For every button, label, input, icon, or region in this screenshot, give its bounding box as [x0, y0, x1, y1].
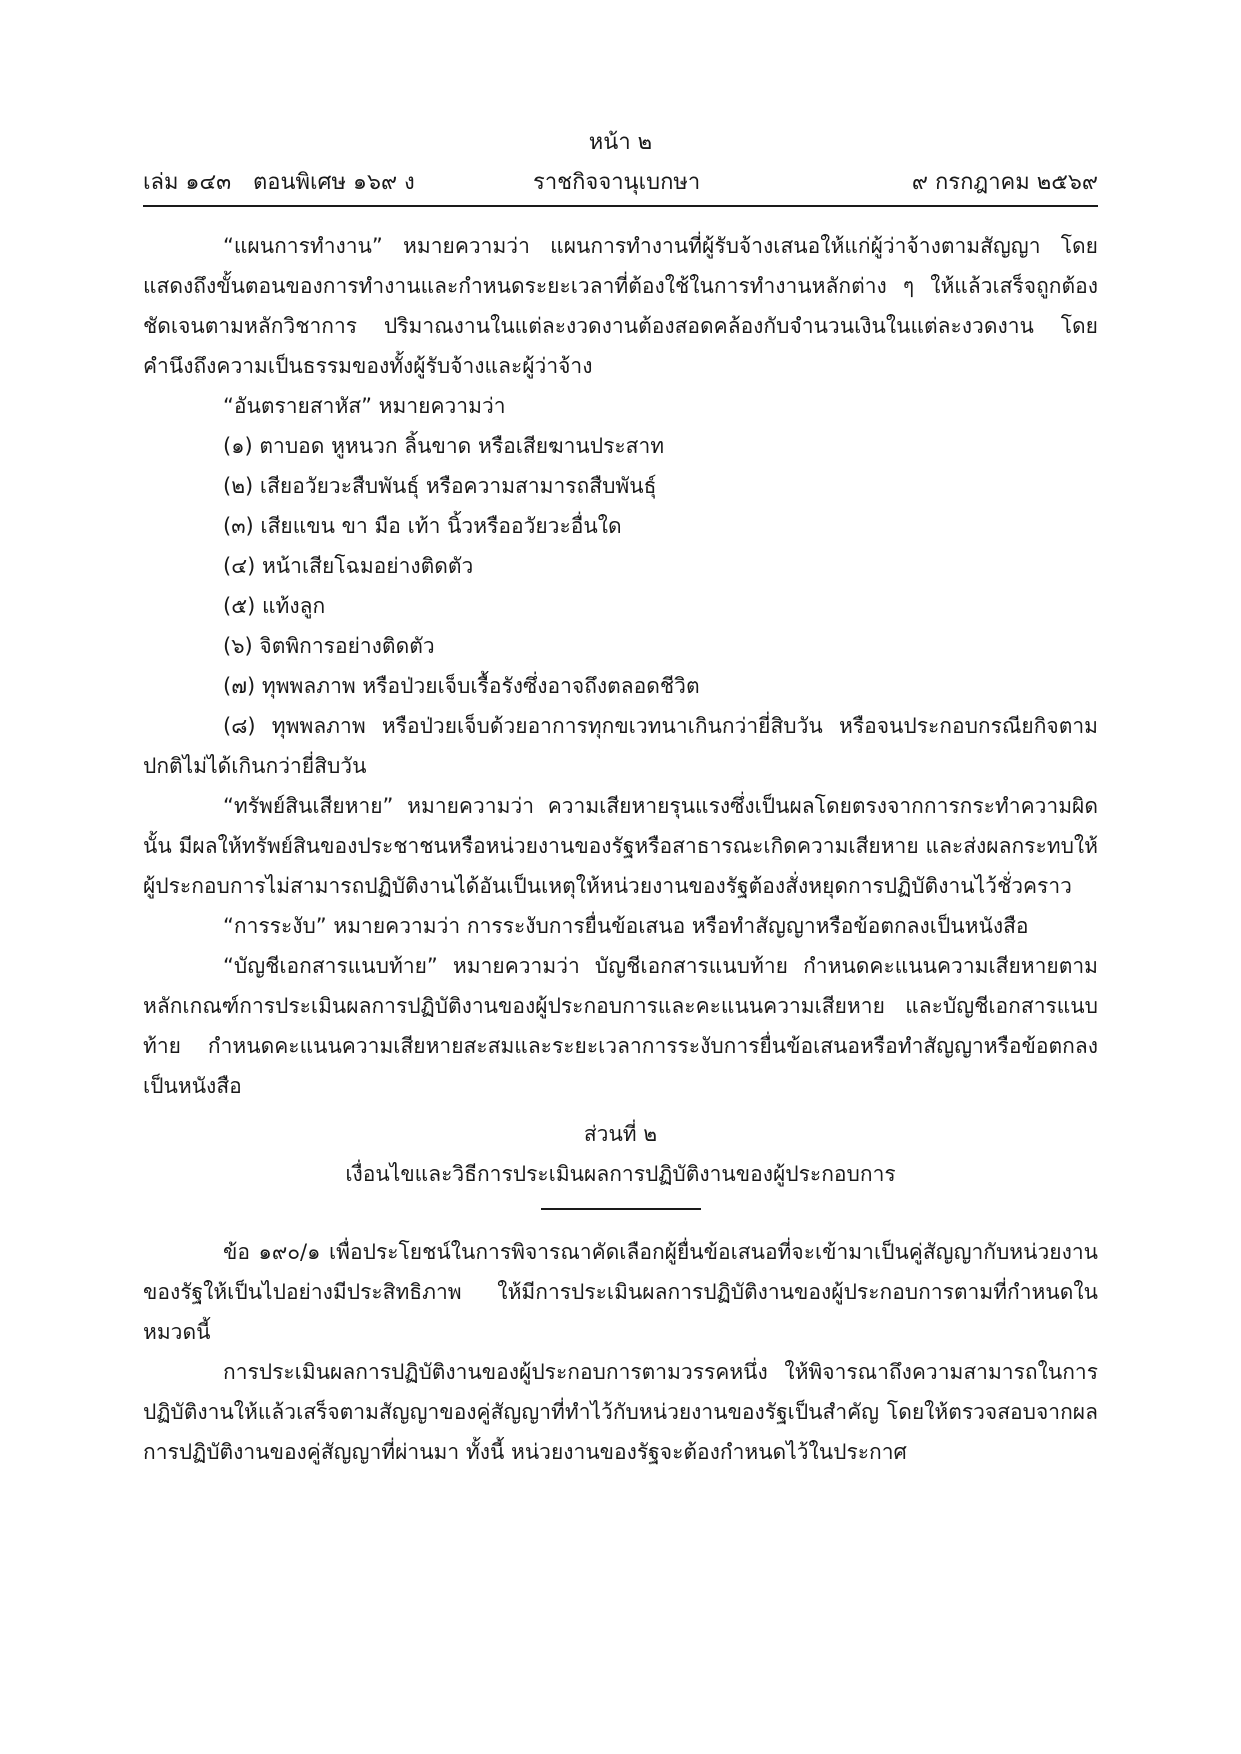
harm-item: (๒) เสียอวัยวะสืบพันธุ์ หรือความสามารถสืบพันธุ์ [223, 474, 657, 498]
header-divider [143, 205, 1098, 207]
clause-paragraph: ข้อ ๑๙๐/๑ เพื่อประโยชน์ในการพิจารณาคัดเลือกผู้ยื่นข้อเสนอที่จะเข้ามาเป็นคู่สัญญากับหน่วยงานของรัฐให้เป็นไปอย่างมีประสิทธิภาพ ให้มีการประเมินผลการปฏิบัติงานของผู้ประกอบการตามที่กำหนดในหมวดนี้ [143, 1240, 1098, 1344]
publication-date: ๙ กรกฎาคม ๒๕๖๙ [911, 170, 1098, 195]
spacer [143, 1106, 1098, 1114]
harm-item: (๕) แท้งลูก [223, 594, 326, 618]
document-body [143, 226, 1098, 1472]
harm-item: (๔) หน้าเสียโฉมอย่างติดตัว [223, 554, 474, 578]
issue-number: ตอนพิเศษ ๑๖๙ ง [253, 170, 415, 195]
section-title: เงื่อนไขและวิธีการประเมินผลการปฏิบัติงานของผู้ประกอบการ [345, 1162, 896, 1186]
harm-item: (๑) ตาบอด หูหนวก ลิ้นขาด หรือเสียฆานประสาท [223, 434, 665, 458]
definition-suspension: “การระงับ” หมายความว่า การระงับการยื่นข้อเสนอ หรือทำสัญญาหรือข้อตกลงเป็นหนังสือ [223, 914, 1029, 938]
definition-severe-harm: “อันตรายสาหัส” หมายความว่า [223, 394, 506, 418]
section-divider [541, 1208, 701, 1210]
definition-property-damage: “ทรัพย์สินเสียหาย” หมายความว่า ความเสียหายรุนแรงซึ่งเป็นผลโดยตรงจากการกระทำความผิดนั้น มีผลให้ทรัพย์สินของประชาชนหรือหน่วยงานของรัฐหรือสาธารณะเกิดความเสียหาย และส่งผลกระทบให้ผู้ประกอบการไม่สามารถปฏิบัติงานได้อันเป็นเหตุให้หน่วยงานของรัฐต้องสั่งหยุดการปฏิบัติงานไว้ชั่วคราว [143, 794, 1098, 898]
page-number: หน้า ๒ [588, 130, 653, 155]
definition-work-plan: “แผนการทำงาน” หมายความว่า แผนการทำงานที่ผู้รับจ้างเสนอให้แก่ผู้ว่าจ้างตามสัญญา โดยแสดงถึงขั้นตอนของการทำงานและกำหนดระยะเวลาที่ต้องใช้ในการทำงานหลักต่าง ๆ ให้แล้วเสร็จถูกต้องชัดเจนตามหลักวิชาการ ปริมาณงานในแต่ละงวดงานต้องสอดคล้องกับจำนวนเงินในแต่ละงวดงาน โดยคำนึงถึงความเป็นธรรมของทั้งผู้รับจ้างและผู้ว่าจ้าง [143, 234, 1098, 378]
running-header [143, 168, 1098, 202]
harm-item: (๖) จิตพิการอย่างติดตัว [223, 634, 435, 658]
definition-annex: “บัญชีเอกสารแนบท้าย” หมายความว่า บัญชีเอกสารแนบท้าย กำหนดคะแนนความเสียหายตามหลักเกณฑ์การประเมินผลการปฏิบัติงานของผู้ประกอบการและคะแนนความเสียหาย และบัญชีเอกสารแนบท้าย กำหนดคะแนนความเสียหายสะสมและระยะเวลาการระงับการยื่นข้อเสนอหรือทำสัญญาหรือข้อตกลงเป็นหนังสือ [143, 954, 1098, 1098]
harm-item: (๗) ทุพพลภาพ หรือป่วยเจ็บเรื้อรังซึ่งอาจถึงตลอดชีวิต [223, 674, 700, 698]
gazette-name: ราชกิจจานุเบกษา [533, 170, 701, 195]
harm-item: (๘) ทุพพลภาพ หรือป่วยเจ็บด้วยอาการทุกขเวทนาเกินกว่ายี่สิบวัน หรือจนประกอบกรณียกิจตามปกติไม่ได้เกินกว่ายี่สิบวัน [143, 714, 1098, 778]
section-number: ส่วนที่ ๒ [583, 1122, 658, 1146]
harm-item: (๓) เสียแขน ขา มือ เท้า นิ้วหรืออวัยวะอื่นใด [223, 514, 622, 538]
clause-paragraph: การประเมินผลการปฏิบัติงานของผู้ประกอบการตามวรรคหนึ่ง ให้พิจารณาถึงความสามารถในการปฏิบัติงานให้แล้วเสร็จตามสัญญาของคู่สัญญาที่ทำไว้กับหน่วยงานของรัฐเป็นสำคัญ โดยให้ตรวจสอบจากผลการปฏิบัติงานของคู่สัญญาที่ผ่านมา ทั้งนี้ หน่วยงานของรัฐจะต้องกำหนดไว้ในประกาศ [143, 1360, 1098, 1464]
volume-number: เล่ม ๑๔๓ [143, 170, 232, 195]
